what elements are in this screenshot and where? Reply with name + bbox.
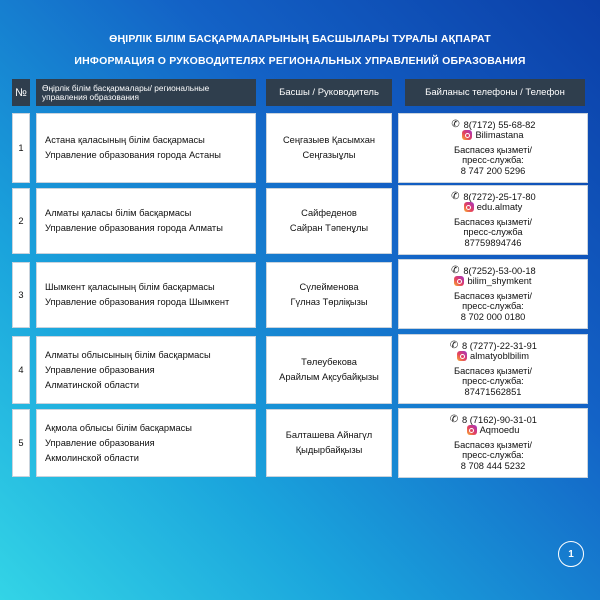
- press-phone[interactable]: 8 747 200 5296: [460, 165, 526, 176]
- phone-number[interactable]: 8 (7162)-90-31-01: [462, 414, 537, 425]
- head-line: Сайран Тәпенұлы: [289, 223, 369, 233]
- phone-icon: ✆: [451, 118, 460, 130]
- row-1-contacts: [398, 113, 588, 183]
- phone-icon: ✆: [451, 190, 460, 202]
- instagram-handle[interactable]: almatyoblbilim: [470, 351, 529, 362]
- phone-number[interactable]: 8 (7277)-22-31-91: [462, 340, 537, 351]
- row-3-head: [266, 262, 392, 328]
- head-line: Гүлназ Төрліқызы: [290, 297, 368, 307]
- head-line: Арайлым Ақсубайқызы: [279, 372, 379, 382]
- row-3-department: [36, 262, 256, 328]
- press-label: пресс-служба: [463, 227, 523, 238]
- title-russian: ИНФОРМАЦИЯ О РУКОВОДИТЕЛЯХ РЕГИОНАЛЬНЫХ УПРАВЛЕНИЙ ОБРАЗОВАНИЯ: [74, 55, 526, 67]
- row-2-contacts: [398, 185, 588, 255]
- instagram-icon: [467, 425, 477, 435]
- row-5-number: 5: [12, 409, 30, 477]
- row-3-number: 3: [12, 262, 30, 328]
- row-2-number: 2: [12, 188, 30, 254]
- phone-icon: ✆: [449, 413, 459, 425]
- row-5-department: [36, 409, 256, 477]
- department-line: Алматинской области: [45, 379, 140, 390]
- phone-icon: ✆: [451, 264, 460, 276]
- header-department-line1: Өңірлік білім басқармалары/ региональные: [42, 82, 210, 93]
- head-line: Сеңгазыұлы: [302, 150, 356, 160]
- row-1-number: 1: [12, 113, 30, 183]
- row-4-head: [266, 336, 392, 404]
- press-label: Баспасөз қызметі/: [454, 365, 532, 376]
- phone-icon: ✆: [449, 339, 459, 351]
- row-1-head: [266, 113, 392, 183]
- head-line: Сүлейменова: [299, 282, 359, 292]
- press-label: Баспасөз қызметі/: [454, 144, 532, 155]
- row-4-number: 4: [12, 336, 30, 404]
- phone-number[interactable]: 8(7172) 55-68-82: [463, 119, 536, 130]
- press-label: пресс-служба:: [462, 450, 524, 461]
- title-kazakh: ӨҢІРЛІК БІЛІМ БАСҚАРМАЛАРЫНЫҢ БАСШЫЛАРЫ ТУРАЛЫ АҚПАРАТ: [109, 33, 491, 45]
- row-2-head: [266, 188, 392, 254]
- row-5-head: [266, 409, 392, 477]
- header-department-line2: управления образования: [42, 91, 140, 102]
- instagram-handle[interactable]: Aqmoedu: [479, 425, 520, 436]
- department-line: Алматы қаласы білім басқармасы: [45, 208, 192, 218]
- press-label: Баспасөз қызметі/: [454, 290, 532, 301]
- press-phone[interactable]: 8 702 000 0180: [460, 311, 526, 322]
- header-department: [36, 79, 256, 106]
- head-line: Қыдырбайқызы: [295, 445, 363, 455]
- head-line: Балташева Айнагүл: [285, 430, 373, 440]
- phone-number[interactable]: 8(7252)-53-00-18: [463, 265, 536, 276]
- press-label: Баспасөз қызметі/: [454, 216, 532, 227]
- department-line: Ақмола облысы білім басқармасы: [45, 422, 192, 433]
- row-1-department: [36, 113, 256, 183]
- department-line: Управление образования: [45, 364, 155, 375]
- press-phone[interactable]: 87471562851: [464, 386, 522, 397]
- row-5-contacts: [398, 408, 588, 478]
- press-label: Баспасөз қызметі/: [454, 439, 532, 450]
- header-number: №: [12, 79, 30, 106]
- header-head: Басшы / Руководитель: [266, 79, 392, 106]
- instagram-icon: [457, 351, 467, 361]
- department-line: Алматы облысының білім басқармасы: [45, 349, 211, 360]
- row-4-department: [36, 336, 256, 404]
- instagram-handle[interactable]: bilim_shymkent: [467, 276, 532, 287]
- phone-number[interactable]: 8(7272)-25-17-80: [463, 191, 536, 202]
- instagram-icon: [462, 130, 472, 140]
- row-2-department: [36, 188, 256, 254]
- head-line: Төлеубекова: [301, 357, 357, 367]
- head-line: Сеңгазыев Қасымхан: [282, 135, 376, 145]
- department-line: Управление образования города Шымкент: [45, 297, 230, 307]
- department-line: Шымкент қаласының білім басқармасы: [45, 282, 215, 292]
- instagram-icon: [464, 202, 474, 212]
- header-phone: Байланыс телефоны / Телефон: [405, 79, 585, 106]
- press-phone[interactable]: 8 708 444 5232: [460, 460, 526, 471]
- press-label: пресс-служба:: [462, 155, 524, 166]
- department-line: Астана қаласының білім басқармасы: [45, 135, 205, 145]
- instagram-handle[interactable]: Bilimastana: [475, 130, 524, 141]
- instagram-handle[interactable]: edu.almaty: [476, 202, 523, 213]
- press-label: пресс-служба:: [462, 376, 524, 387]
- department-line: Акмолинской области: [45, 452, 139, 463]
- row-3-contacts: [398, 259, 588, 329]
- department-line: Управление образования города Алматы: [45, 223, 223, 233]
- row-4-contacts: [398, 334, 588, 404]
- press-phone[interactable]: 87759894746: [464, 237, 522, 248]
- department-line: Управление образования города Астаны: [45, 150, 221, 160]
- department-line: Управление образования: [45, 437, 155, 448]
- page-number: 1: [558, 541, 584, 567]
- press-label: пресс-служба:: [462, 301, 524, 312]
- instagram-icon: [454, 276, 464, 286]
- head-line: Сайфеденов: [301, 208, 357, 218]
